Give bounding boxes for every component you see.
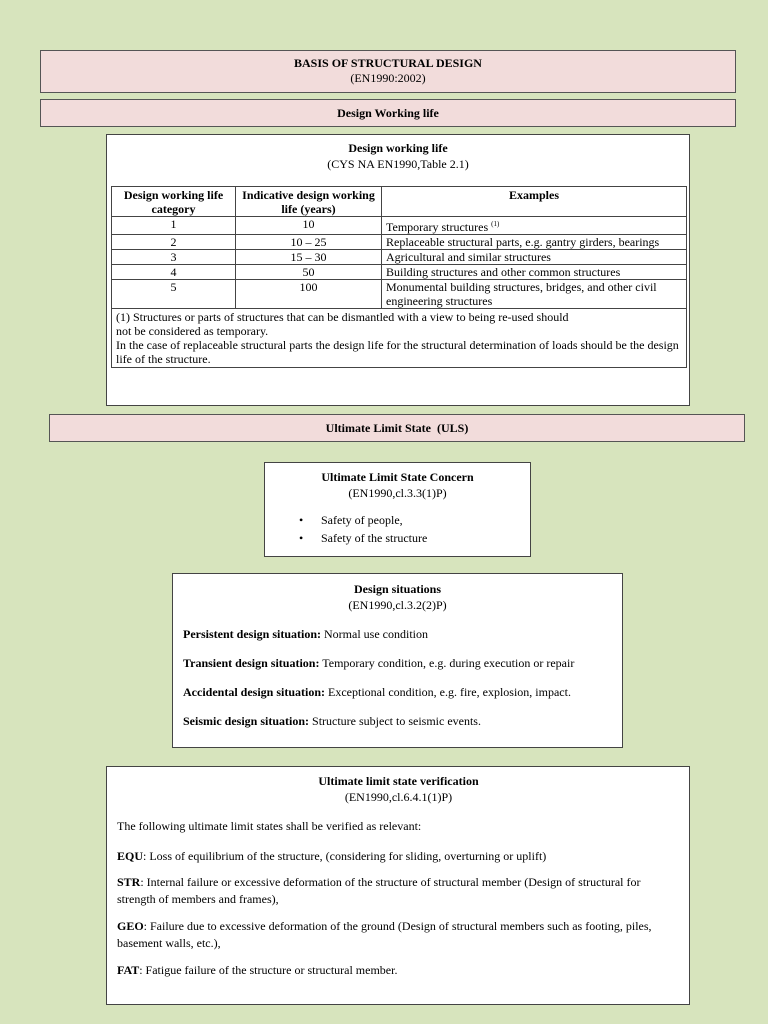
uls-concern-box <box>264 462 531 557</box>
column-header: Examples <box>382 187 687 217</box>
box-title: Ultimate limit state verification <box>318 774 479 788</box>
document-header <box>40 50 736 93</box>
box-reference: (EN1990,cl.3.3(1)P) <box>348 486 447 500</box>
life-cell: 10 <box>236 217 382 235</box>
box-reference: (EN1990,cl.3.2(2)P) <box>348 598 447 612</box>
verification-fat: FAT: Fatigue failure of the structure or structural member. <box>117 963 398 977</box>
table-footnote-row <box>112 309 687 368</box>
section-banner-uls <box>49 414 745 442</box>
table-row <box>112 235 687 250</box>
example-text: Temporary structures <box>386 220 489 234</box>
table-row <box>112 265 687 280</box>
situation-seismic: Seismic design situation: Structure subject to seismic events. <box>183 714 481 728</box>
column-header: Design working life category <box>112 187 236 217</box>
situation-accidental: Accidental design situation: Exceptional condition, e.g. fire, explosion, impact. <box>183 685 571 699</box>
example-cell: Monumental building structures, bridges, and other civil engineering structures <box>382 280 687 309</box>
list-item-text: Safety of people, <box>321 513 403 527</box>
verification-geo: GEO: Failure due to excessive deformation of the ground (Design of structural members such as footing, piles, basement walls, etc.), <box>117 919 652 950</box>
category-cell: 1 <box>112 217 236 235</box>
category-cell: 2 <box>112 235 236 250</box>
document-title: BASIS OF STRUCTURAL DESIGN <box>294 56 482 70</box>
life-cell: 50 <box>236 265 382 280</box>
category-cell: 4 <box>112 265 236 280</box>
working-life-table <box>111 186 687 368</box>
life-cell: 15 – 30 <box>236 250 382 265</box>
example-cell: Building structures and other common structures <box>382 265 687 280</box>
table-row <box>112 217 687 235</box>
situation-persistent: Persistent design situation: Normal use condition <box>183 627 428 641</box>
table-row <box>112 280 687 309</box>
list-item <box>265 529 530 547</box>
section-banner-working-life <box>40 99 736 127</box>
category-cell: 3 <box>112 250 236 265</box>
life-cell: 10 – 25 <box>236 235 382 250</box>
footnote-ref: (1) <box>491 220 500 228</box>
box-title: Design working life <box>348 141 448 155</box>
table-footnote <box>112 309 687 368</box>
document-code: (EN1990:2002) <box>350 71 426 85</box>
section-label: Ultimate Limit State (ULS) <box>325 421 469 435</box>
concern-list <box>265 511 530 547</box>
box-reference: (CYS NA EN1990,Table 2.1) <box>327 157 469 171</box>
verification-intro: The following ultimate limit states shall be verified as relevant: <box>117 819 422 833</box>
footnote-line: not be considered as temporary. <box>116 324 269 338</box>
bullet-icon: • <box>299 531 304 545</box>
table-row <box>112 250 687 265</box>
box-reference: (EN1990,cl.6.4.1(1)P) <box>344 790 453 804</box>
example-cell: Agricultural and similar structures <box>382 250 687 265</box>
example-cell <box>382 217 687 235</box>
working-life-box <box>106 134 690 406</box>
verification-str: STR: Internal failure or excessive deformation of the structure of structural member (Design of structural for strength of members and frames), <box>117 875 641 906</box>
uls-verification-box <box>106 766 690 1005</box>
box-title: Design situations <box>353 582 442 596</box>
column-header: Indicative design working life (years) <box>236 187 382 217</box>
list-item <box>265 511 530 529</box>
verification-equ: EQU: Loss of equilibrium of the structure, (considering for sliding, overturning or uplift) <box>117 849 547 863</box>
design-situations-box <box>172 573 623 748</box>
footnote-line: (1) Structures or parts of structures that can be dismantled with a view to being re-used should <box>116 310 569 324</box>
table-header-row <box>112 187 687 217</box>
list-item-text: Safety of the structure <box>321 531 428 545</box>
example-cell: Replaceable structural parts, e.g. gantry girders, bearings <box>382 235 687 250</box>
category-cell: 5 <box>112 280 236 309</box>
box-title: Ultimate Limit State Concern <box>321 470 474 484</box>
bullet-icon: • <box>299 513 304 527</box>
situation-transient: Transient design situation: Temporary condition, e.g. during execution or repair <box>183 656 575 670</box>
section-label: Design Working life <box>337 106 439 120</box>
footnote-line: In the case of replaceable structural parts the design life for the structural determination of loads should be the design life of the structure. <box>116 338 679 366</box>
life-cell: 100 <box>236 280 382 309</box>
